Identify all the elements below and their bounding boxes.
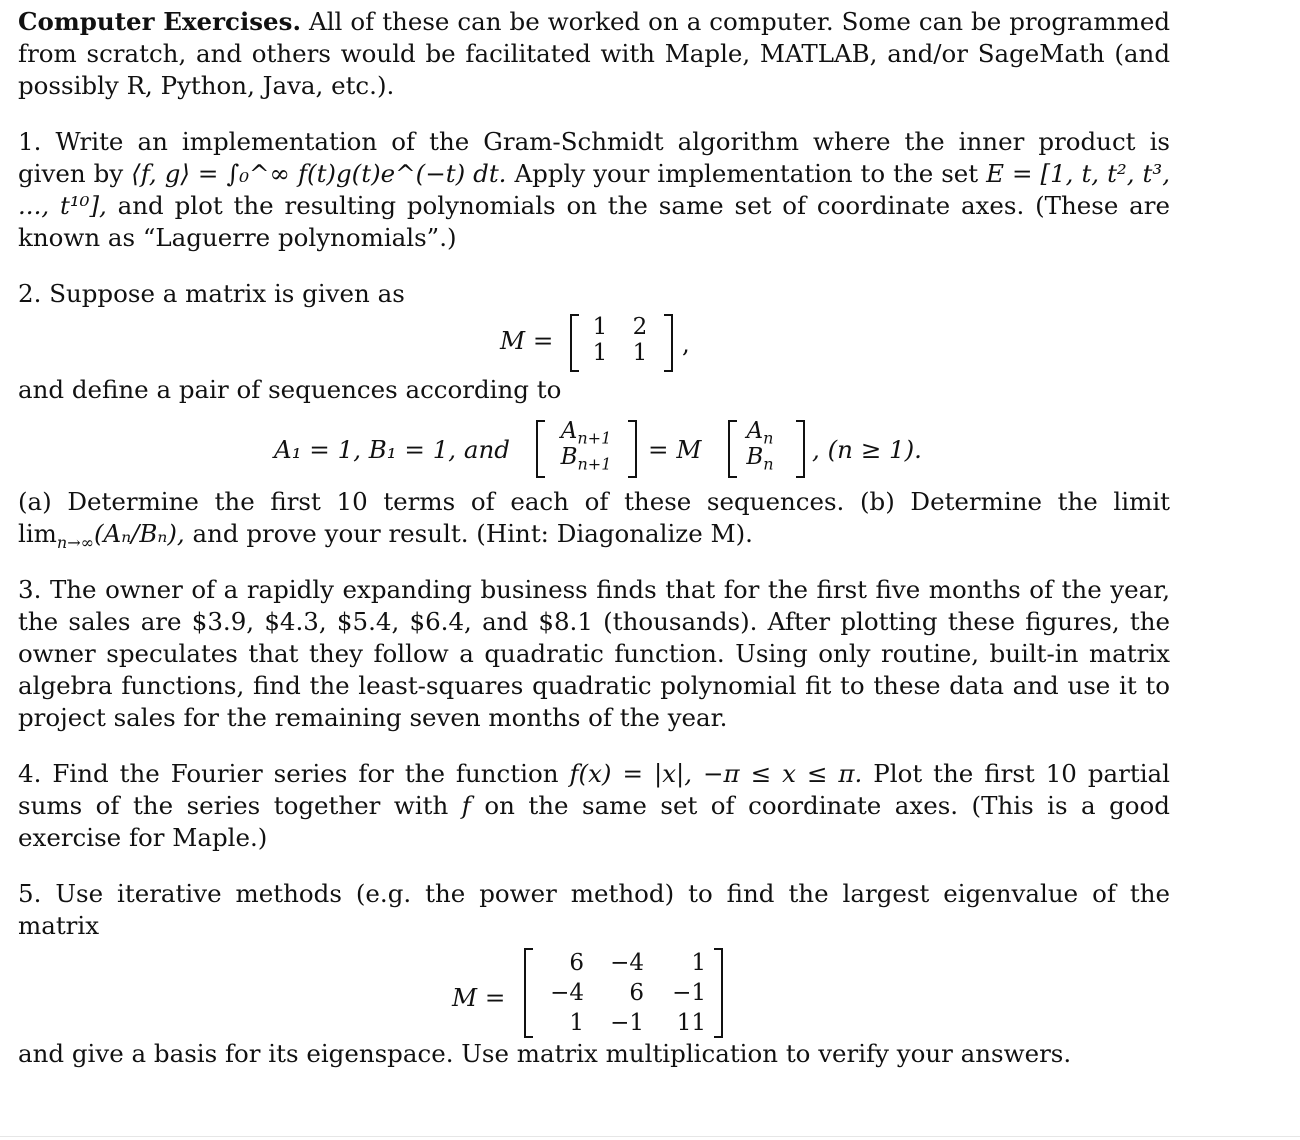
matrix-cell: 2 [632, 314, 648, 340]
vector-lhs-bottom: $B_{n+1}$ [560, 444, 612, 474]
function-formula: f(x) = |x|, −π ≤ x ≤ π. [569, 759, 863, 788]
matrix-m-2x2-equation: M = 1 2 1 1 , [18, 310, 1170, 374]
exercise-4 [18, 758, 1170, 854]
equals-m: = M [648, 435, 702, 464]
exercise-4-text-b: Plot the first 10 partial sums of the series together with [18, 759, 1170, 820]
exercise-1-number: 1. [18, 127, 42, 156]
right-bracket [714, 948, 723, 1038]
vector-lhs-top: $A_{n+1}$ [560, 418, 612, 448]
matrix-cell: 1 [569, 1010, 584, 1036]
right-bracket [796, 420, 805, 478]
exercise-1-text-c: and plot the resulting polynomials on the same set of coordinate axes. (These are known as “Laguerre polynomials”.) [18, 191, 1170, 252]
inner-product-formula: ⟨f, g⟩ = ∫₀^∞ f(t)g(t)e^(−t) dt. [131, 159, 507, 188]
limit-expression: (Aₙ/Bₙ), [93, 519, 185, 548]
left-bracket [536, 420, 545, 478]
matrix-cell: 6 [629, 980, 644, 1006]
document-page [18, 6, 1170, 1070]
condition: , (n ≥ 1). [812, 435, 922, 464]
matrix-cell: 1 [691, 950, 706, 976]
exercise-2-text-c: (a) Determine the first 10 terms of each of these sequences. (b) Determine the limit lim [18, 487, 1170, 548]
exercise-5-number: 5. [18, 879, 42, 908]
exercise-2-text-d: and prove your result. (Hint: Diagonalize M). [192, 519, 753, 548]
vector-rhs-top: $A_n$ [746, 418, 774, 448]
matrix-cell: 1 [592, 340, 608, 366]
exercise-3-number: 3. [18, 575, 42, 604]
exercise-3 [18, 574, 1170, 734]
intro-heading: Computer Exercises. [18, 7, 301, 36]
left-bracket [570, 314, 579, 372]
exercise-5-text-b: and give a basis for its eigenspace. Use matrix multiplication to verify your answers. [18, 1039, 1072, 1068]
exercise-2-number: 2. [18, 279, 42, 308]
exercise-5-text-a: Use iterative methods (e.g. the power method) to find the largest eigenvalue of the matrix [18, 879, 1170, 940]
exercise-2-text-a: Suppose a matrix is given as [49, 279, 405, 308]
right-bracket [628, 420, 637, 478]
exercise-4-text-a: Find the Fourier series for the function [52, 759, 559, 788]
exercise-2-parts [18, 486, 1170, 550]
matrix-label: M = [452, 983, 506, 1012]
matrix-cell: −1 [672, 980, 706, 1006]
set-e-formula: E = [1, t, t², t³, ..., t¹⁰], [18, 159, 1170, 220]
exercise-4-text-c: on the same set of coordinate axes. (This is a good exercise for Maple.) [18, 791, 1170, 852]
function-symbol: f [461, 791, 471, 820]
matrix-cell: 1 [632, 340, 648, 366]
matrix-cell: 1 [592, 314, 608, 340]
limit-subscript: n→∞ [56, 532, 94, 552]
matrix-cell: −4 [550, 980, 584, 1006]
page-bottom-divider [0, 1136, 1300, 1137]
exercise-4-number: 4. [18, 759, 42, 788]
matrix-cell: 11 [676, 1010, 706, 1036]
exercise-2-text-b: and define a pair of sequences according to [18, 375, 562, 404]
matrix-m-3x3-equation [18, 942, 1170, 1038]
matrix-label: M = [500, 326, 554, 355]
exercise-5-intro [18, 878, 1170, 942]
intro-text: All of these can be worked on a computer. Some can be programmed from scratch, and others would be facilitated with Maple, MATLAB, and/or SageMath (and possibly R, Python, Java, etc.). [18, 7, 1170, 100]
matrix-cell: −1 [610, 1010, 644, 1036]
exercise-1-text-b: Apply your implementation to the set [514, 159, 979, 188]
exercise-2-intro [18, 278, 1170, 310]
exercise-1 [18, 126, 1170, 254]
right-bracket [664, 314, 673, 372]
matrix-cell: −4 [610, 950, 644, 976]
intro-paragraph [18, 6, 1170, 102]
exercise-3-text: The owner of a rapidly expanding business finds that for the first five months of the year, the sales are $3.9, $4.3, $5.4, $6.4, and $8.1 (thousands). After plotting these figures, the owner speculates that they follow a quadratic function. Using only routine, built-in matrix algebra functions, find the least-squares quadratic polynomial fit to these data and use it to project sales for the remaining seven months of the year. [18, 575, 1170, 732]
initial-conditions: A₁ = 1, B₁ = 1, and [274, 435, 510, 464]
recurrence-equation [18, 406, 1170, 486]
vector-rhs-bottom: $B_n$ [746, 444, 774, 474]
matrix-cell: 6 [569, 950, 584, 976]
exercise-1-text-a: Write an implementation of the Gram-Schmidt algorithm where the inner product is given by [18, 127, 1170, 188]
